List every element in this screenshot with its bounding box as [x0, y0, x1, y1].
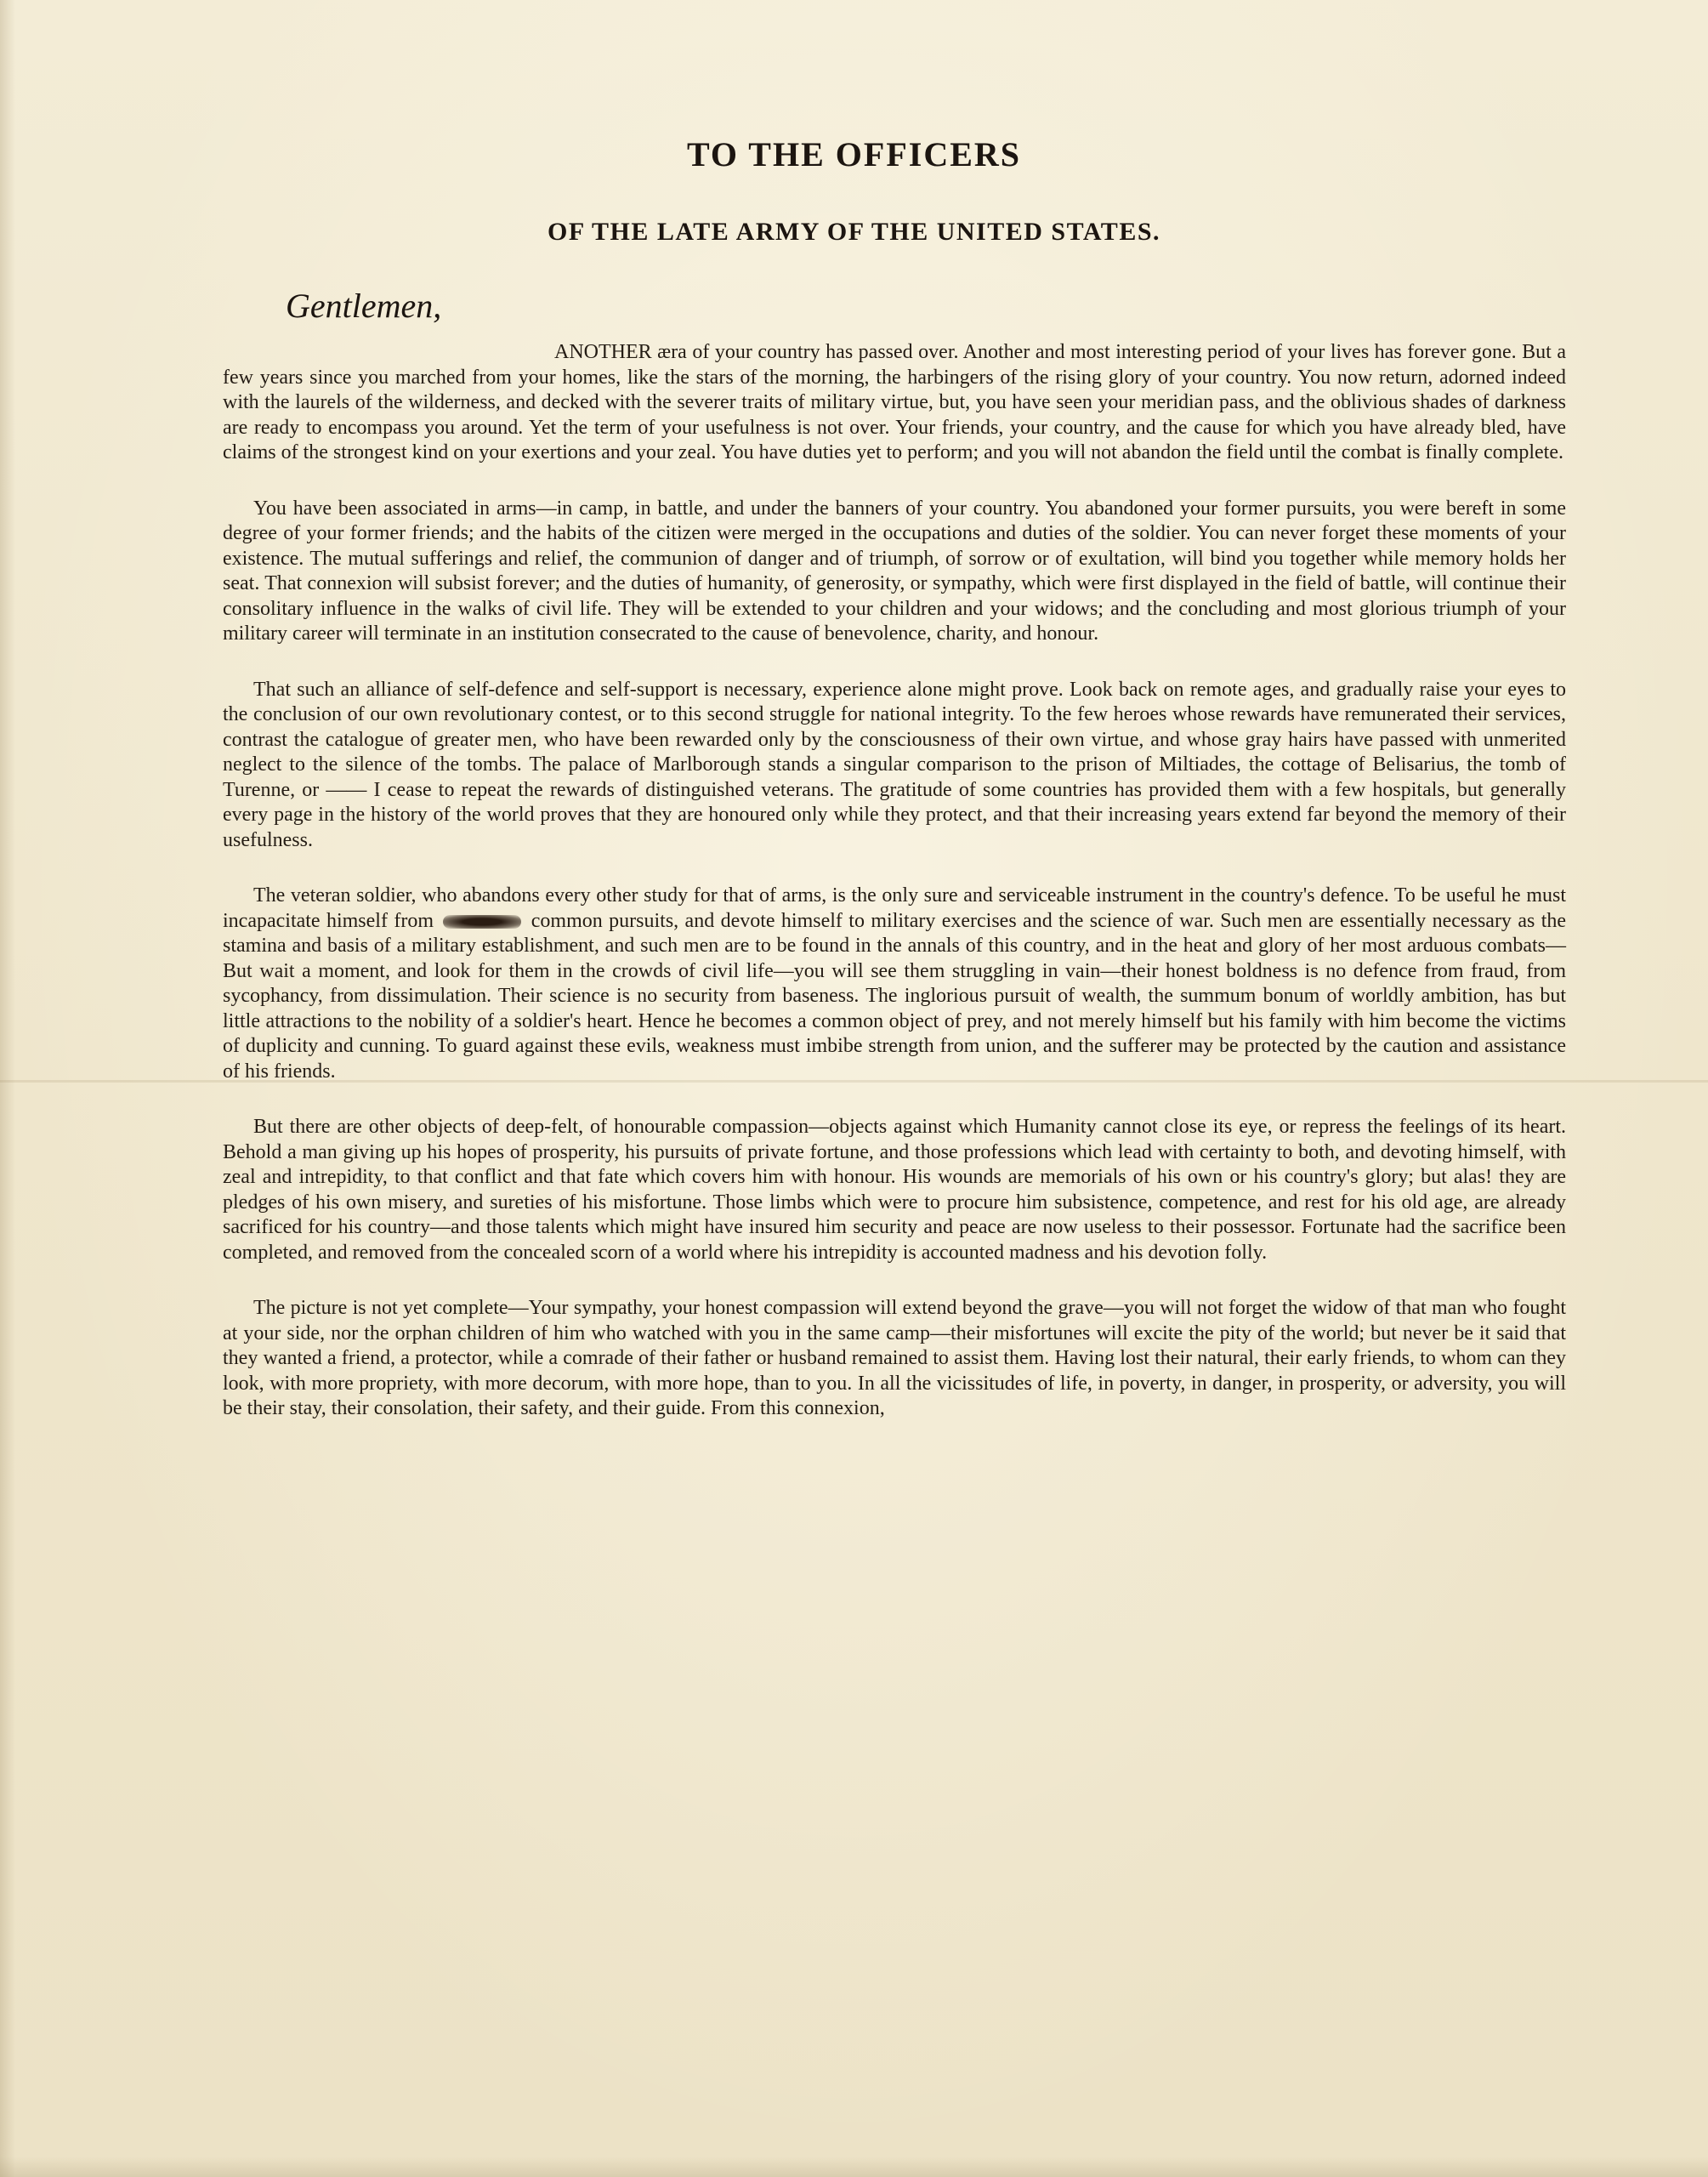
paper-edge-bottom [0, 2157, 1708, 2177]
paragraph-picture-not-complete: The picture is not yet complete—Your sympathy, your honest compassion will extend beyond the grave—you will not forget the widow of that man who fought at your side, nor the orphan children of him who watched with you in the same camp—their misfortunes will excite the pity of the world; but never be it said that they wanted a friend, a protector, while a comrade of their father or husband remained to assist them. Having lost their natural, their early friends, to whom can they look, with more propriety, with more decorum, with more hope, than to you. In all the vicissitudes of life, in poverty, in danger, in prosperity, or adversity, you will be their stay, their consolation, their safety, and their guide. From this connexion, [223, 1297, 1566, 1419]
veteran-paragraph-part-1: The veteran soldier, who abandons every other study for that of arms, is the only sure and serviceable instrument in the country's defence. To be useful he must incapacitate himself from [223, 884, 1566, 932]
document-title: TO THE OFFICERS [686, 135, 1022, 173]
paragraph-self-defence-alliance: That such an alliance of self-defence and self-support is necessary, experience alone might prove. Look back on remote ages, and gradually raise your eyes to the conclusion of our own revolutionary contest, or to this second struggle for national integrity. To the few heroes whose rewards have remunerated their services, contrast the catalogue of greater men, who have been rewarded only by the consciousness of their own virtue, and whose gray hairs have passed with unmerited neglect to the silence of the tombs. The palace of Marlborough stands a singular comparison to the prison of Miltiades, the cottage of Belisarius, the tomb of Turenne, or —— I cease to repeat the rewards of distinguished veterans. The gratitude of some countries has provided them with a few hospitals, but generally every page in the history of the world proves that they are honoured only while they protect, and that their increasing years extend far beyond the memory of their usefulness. [223, 678, 1566, 851]
veteran-paragraph-part-2: common pursuits, and devote himself to military exercises and the science of war. Such men are essentially necessary as the stamina and basis of a military establishment, and such men are to be found in the annals of this country, and in the heat and glory of her most arduous combats—But wait a moment, and look for them in the crowds of civil life—you will see them struggling in vain—their honest boldness is no defence from fraud, from sycophancy, from dissimulation. Their science is no security from baseness. The inglorious pursuit of wealth, the summum bonum of worldly ambition, has but little attractions to the nobility of a soldier's heart. Hence he becomes a common object of prey, and not merely himself but his family with him become the victims of duplicity and cunning. To guard against these evils, weakness must imbibe strength from union, and the sufferer may be protected by the caution and assistance of his friends. [223, 909, 1567, 1083]
paragraph-veteran-soldier [223, 884, 1566, 1084]
paragraph-objects-of-compassion: But there are other objects of deep-felt, of honourable compassion—objects against which Humanity cannot close its eye, or repress the feelings of its heart. Behold a man giving up his hopes of prosperity, his pursuits of private fortune, and those professions which lead with certainty to both, and devoting himself, with zeal and intrepidity, to that conflict and that fate which covers him with honour. His wounds are memorials of his own or his country's glory; but alas! they are pledges of his own misery, and sureties of his misfortune. Those limbs which were to procure him subsistence, competence, and rest for his old age, are already sacrificed for his country—and those talents which might have insured him security and peace are now useless to their possessor. Fortunate had the sacrifice been completed, and removed from the concealed scorn of a world where his intrepidity is accounted madness and his devotion folly. [223, 1116, 1566, 1264]
salutation: Gentlemen, [286, 287, 442, 325]
paper-edge-left [0, 0, 15, 2177]
document-body [223, 340, 1566, 1452]
document-subtitle: OF THE LATE ARMY OF THE UNITED STATES. [547, 218, 1161, 246]
paragraph-associated-in-arms: You have been associated in arms—in camp, in battle, and under the banners of your country. You abandoned your former pursuits, you were bereft in some degree of your former friends; and the habits of the citizen were merged in the occupations and duties of the soldier. You can never forget these moments of your existence. The mutual sufferings and relief, the communion of danger and of triumph, of sorrow or of exultation, will bind you together while memory holds her seat. That connexion will subsist forever; and the duties of humanity, of generosity, or sympathy, which were first displayed in the field of battle, will continue their consolitary influence in the walks of civil life. They will be extended to your children and your widows; and the concluding and most glorious triumph of your military career will terminate in an institution consecrated to the cause of benevolence, charity, and honour. [223, 497, 1566, 645]
ink-blot-icon [443, 915, 521, 929]
paragraph-another-aera: ANOTHER æra of your country has passed over. Another and most interesting period of your lives has forever gone. But a few years since you marched from your homes, like the stars of the morning, the harbingers of the rising glory of your country. You now return, adorned indeed with the laurels of the wilderness, and decked with the severer traits of military virtue, but, you have seen your meridian pass, and the oblivious shades of darkness are ready to encompass you around. Yet the term of your usefulness is not over. Your friends, your country, and the cause for which you have already bled, have claims of the strongest kind on your exertions and your zeal. You have duties yet to perform; and you will not abandon the field until the combat is finally complete. [223, 341, 1566, 463]
